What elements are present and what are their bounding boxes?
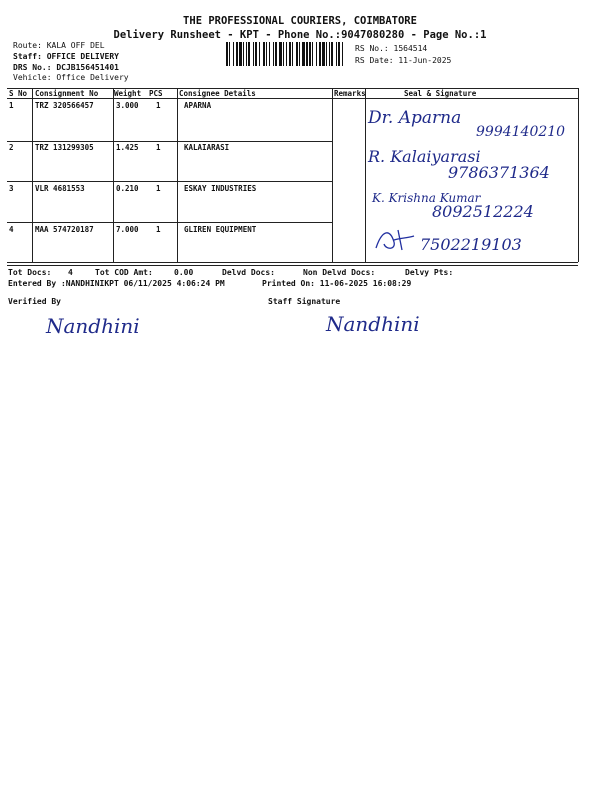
rs-number: RS No.: 1564514 xyxy=(355,44,428,53)
row-4-consignment: MAA 574720187 xyxy=(35,225,94,234)
col-header-consignment: Consignment No xyxy=(35,89,99,98)
barcode-bar xyxy=(336,42,337,66)
barcode-bar xyxy=(312,42,313,66)
barcode-bar xyxy=(275,42,277,66)
row-4-signature-scribble xyxy=(376,230,414,250)
non-delvd-docs-label: Non Delvd Docs: xyxy=(303,268,376,277)
delvd-docs-label: Delvd Docs: xyxy=(222,268,275,277)
col-divider xyxy=(32,88,33,262)
row-1-sno: 1 xyxy=(9,101,14,110)
table-bottom-border xyxy=(7,262,578,263)
barcode-bar xyxy=(279,42,282,66)
drs-number: DRS No.: DCJB156451401 xyxy=(13,63,119,72)
delvy-pts-label: Delvy Pts: xyxy=(405,268,454,277)
col-divider xyxy=(332,88,333,262)
col-header-consignee: Consignee Details xyxy=(179,89,256,98)
barcode-bar xyxy=(302,42,305,66)
vehicle-label: Vehicle: Office Delivery xyxy=(13,73,129,82)
col-header-weight: Weight xyxy=(114,89,142,98)
barcode-bar xyxy=(292,42,293,66)
row-1-seal-phone: 9994140210 xyxy=(476,124,566,140)
row-2-seal-name: R. Kalaiyarasi xyxy=(368,147,481,166)
barcode-bar xyxy=(309,42,311,66)
row-4-consignee: GLIREN EQUIPMENT xyxy=(184,225,257,234)
col-divider xyxy=(365,88,366,262)
table-bottom-border-double xyxy=(7,265,578,266)
barcode-bar xyxy=(255,42,257,66)
staff-signature xyxy=(324,303,454,343)
row-2-handwritten-signature xyxy=(368,143,578,183)
barcode-bar xyxy=(248,42,250,66)
runsheet-title: Delivery Runsheet - KPT - Phone No.:9047080280 - Page No.:1 xyxy=(113,29,487,41)
row-2-seal-phone: 9786371364 xyxy=(448,163,550,182)
row-divider xyxy=(7,181,333,182)
row-1-consignment: TRZ 320566457 xyxy=(35,101,94,110)
verified-by-signature xyxy=(44,305,174,345)
barcode-bar xyxy=(316,42,317,66)
row-4-sno: 4 xyxy=(9,225,14,234)
row-3-seal-name: K. Krishna Kumar xyxy=(372,191,481,205)
row-1-weight: 3.000 xyxy=(116,101,139,110)
row-3-handwritten-signature xyxy=(372,184,578,224)
row-3-pcs: 1 xyxy=(156,184,161,193)
table-header-border xyxy=(7,98,578,99)
row-4-handwritten-signature xyxy=(372,224,578,260)
row-2-weight: 1.425 xyxy=(116,143,139,152)
barcode-bar xyxy=(229,42,230,66)
cod-label: Tot COD Amt: xyxy=(95,268,153,277)
company-title: THE PROFESSIONAL COURIERS, COIMBATORE xyxy=(183,15,417,27)
row-2-sno: 2 xyxy=(9,143,14,152)
printed-on: Printed On: 11-06-2025 16:08:29 xyxy=(262,279,412,288)
row-2-consignee: KALAIARASI xyxy=(184,143,230,152)
barcode-bar xyxy=(329,42,330,66)
row-4-pcs: 1 xyxy=(156,225,161,234)
barcode-bar xyxy=(233,42,234,66)
row-1-consignee: APARNA xyxy=(184,101,212,110)
route-label: Route: KALA OFF DEL xyxy=(13,41,105,50)
barcode-bar xyxy=(299,42,300,66)
entered-by: Entered By :NANDHINIKPT 06/11/2025 4:06:24 PM xyxy=(8,279,225,288)
row-4-seal-phone: 7502219103 xyxy=(420,235,522,254)
barcode-bar xyxy=(331,42,333,66)
staff-label: Staff: OFFICE DELIVERY xyxy=(13,52,119,61)
staff-signature-label: Staff Signature xyxy=(268,297,341,306)
barcode-bar xyxy=(269,42,270,66)
col-header-remarks: Remarks xyxy=(334,89,366,98)
row-3-consignment: VLR 4681553 xyxy=(35,184,85,193)
row-1-pcs: 1 xyxy=(156,101,161,110)
barcode-bar xyxy=(236,42,238,66)
barcode-bar xyxy=(289,42,291,66)
verified-signature-text: Nandhini xyxy=(46,314,140,338)
col-header-pcs: PCS xyxy=(149,89,163,98)
row-3-seal-phone: 8092512224 xyxy=(432,202,534,221)
barcode-bar xyxy=(243,42,244,66)
barcode-bar xyxy=(263,42,265,66)
barcode-bar xyxy=(306,42,308,66)
barcode-bar xyxy=(326,42,327,66)
verified-by-label: Verified By xyxy=(8,297,61,306)
barcode-bar xyxy=(338,42,340,66)
row-3-weight: 0.210 xyxy=(116,184,139,193)
barcode-bar xyxy=(342,42,343,66)
barcode-bar xyxy=(246,42,247,66)
row-2-consignment: TRZ 131299305 xyxy=(35,143,94,152)
tot-docs-label: Tot Docs: xyxy=(8,268,52,277)
tot-docs-value: 4 xyxy=(68,268,73,277)
row-divider xyxy=(7,222,333,223)
cod-value: 0.00 xyxy=(174,268,194,277)
col-header-sno: S No xyxy=(9,89,28,98)
barcode-bar xyxy=(266,42,267,66)
col-divider xyxy=(113,88,114,262)
row-3-sno: 3 xyxy=(9,184,14,193)
row-1-seal-name: Dr. Aparna xyxy=(368,108,462,128)
barcode-bar xyxy=(322,42,325,66)
barcode-bar xyxy=(259,42,260,66)
row-4-weight: 7.000 xyxy=(116,225,139,234)
rs-date: RS Date: 11-Jun-2025 xyxy=(355,56,452,65)
barcode-svg xyxy=(226,42,346,66)
barcode-bar xyxy=(253,42,254,66)
barcode-bar xyxy=(283,42,284,66)
col-header-seal: Seal & Signature xyxy=(404,89,477,98)
staff-signature-text: Nandhini xyxy=(326,312,420,336)
barcode-bar xyxy=(319,42,321,66)
barcode-bar xyxy=(226,42,228,66)
barcode-bar xyxy=(286,42,287,66)
barcode-image xyxy=(226,42,346,66)
row-2-pcs: 1 xyxy=(156,143,161,152)
barcode-bar xyxy=(273,42,274,66)
row-1-handwritten-signature xyxy=(368,103,578,141)
barcode-bar xyxy=(296,42,298,66)
row-3-consignee: ESKAY INDUSTRIES xyxy=(184,184,257,193)
row-divider xyxy=(7,141,333,142)
col-divider xyxy=(578,88,579,262)
col-divider xyxy=(177,88,178,262)
barcode-bar xyxy=(239,42,242,66)
